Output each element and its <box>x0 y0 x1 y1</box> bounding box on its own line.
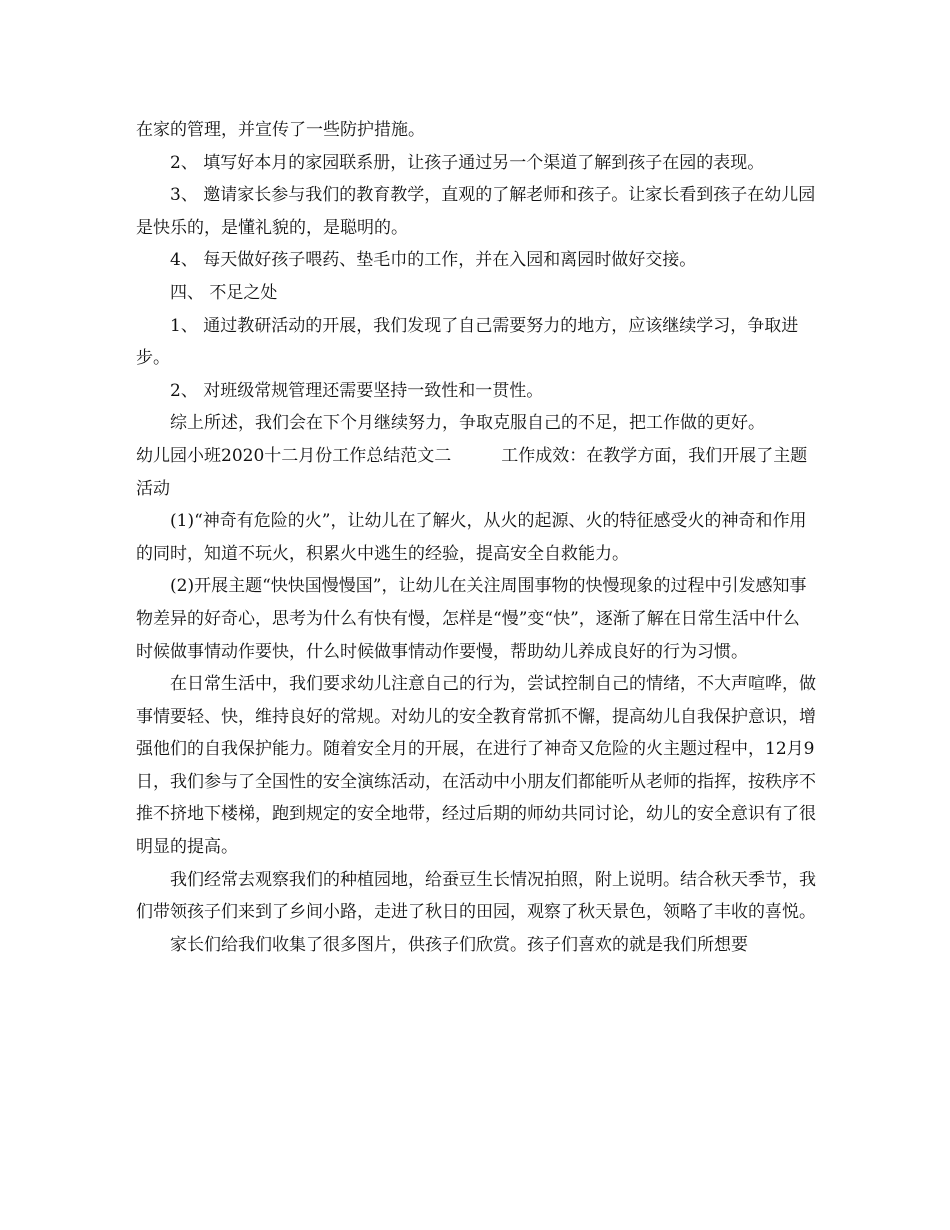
article-two-intro <box>136 440 816 505</box>
list-item-3: 3、 邀请家长参与我们的教育教学，直观的了解老师和孩子。让家长看到孩子在幼儿园是快乐的，是懂礼貌的，是聪明的。 <box>136 185 816 238</box>
document-body <box>136 114 816 961</box>
list-item-4: 4、 每天做好孩子喂药、垫毛巾的工作，并在入园和离园时做好交接。 <box>170 250 697 271</box>
list-item-2: 2、 填写好本月的家园联系册，让孩子通过另一个渠道了解到孩子在园的表现。 <box>170 152 765 173</box>
list-item-shortcoming-1: 1、 通过教研活动的开展，我们发现了自己需要努力的地方，应该继续学习，争取进步。 <box>136 315 799 369</box>
section-heading-shortcomings: 四、 不足之处 <box>170 282 278 303</box>
activity-2-paragraph: (2)开展主题“快快国慢慢国”，让幼儿在关注周围事物的快慢现象的过程中引发感知事物差异的好奇心，思考为什么有快有慢，怎样是“慢”变“快”，逐渐了解在日常生活中什么时候做事情动作要快，什么时候做事情动作要慢，帮助幼儿养成良好的行为习惯。 <box>136 576 807 662</box>
article-two-lead: 工作成效：在教学方面，我们开展了主题活动 <box>136 445 808 499</box>
summary-paragraph: 综上所述，我们会在下个月继续努力，争取克服自己的不足，把工作做的更好。 <box>170 413 765 434</box>
planting-paragraph: 我们经常去观察我们的种植园地，给蚕豆生长情况拍照，附上说明。结合秋天季节，我们带领孩子们来到了乡间小路，走进了秋日的田园，观察了秋天景色，领略了丰收的喜悦。 <box>136 869 816 923</box>
activity-1-paragraph: (1)“神奇有危险的火”，让幼儿在了解火，从火的起源、火的特征感受火的神奇和作用的同时，知道不玩火，积累火中逃生的经验，提高安全自救能力。 <box>136 511 807 564</box>
daily-life-paragraph: 在日常生活中，我们要求幼儿注意自己的行为，尝试控制自己的情绪，不大声喧哗，做事情要轻、快，维持良好的常规。对幼儿的安全教育常抓不懈，提高幼儿自我保护意识，增强他们的自我保护能力。随着安全月的开展，在进行了神奇又危险的火主题过程中，12月9日，我们参与了全国性的安全演练活动，在活动中小朋友们都能听从老师的指挥，按秩序不推不挤地下楼梯，跑到规定的安全地带，经过后期的师幼共同讨论，幼儿的安全意识有了很明显的提高。 <box>136 674 816 858</box>
parents-paragraph: 家长们给我们收集了很多图片，供孩子们欣赏。孩子们喜欢的就是我们所想要 <box>170 934 748 955</box>
paragraph-1: 在家的管理，并宣传了一些防护措施。 <box>136 120 425 140</box>
list-item-shortcoming-2: 2、 对班级常规管理还需要坚持一致性和一贯性。 <box>170 380 544 401</box>
article-two-title: 幼儿园小班2020十二月份工作总结范文二 <box>136 445 452 466</box>
